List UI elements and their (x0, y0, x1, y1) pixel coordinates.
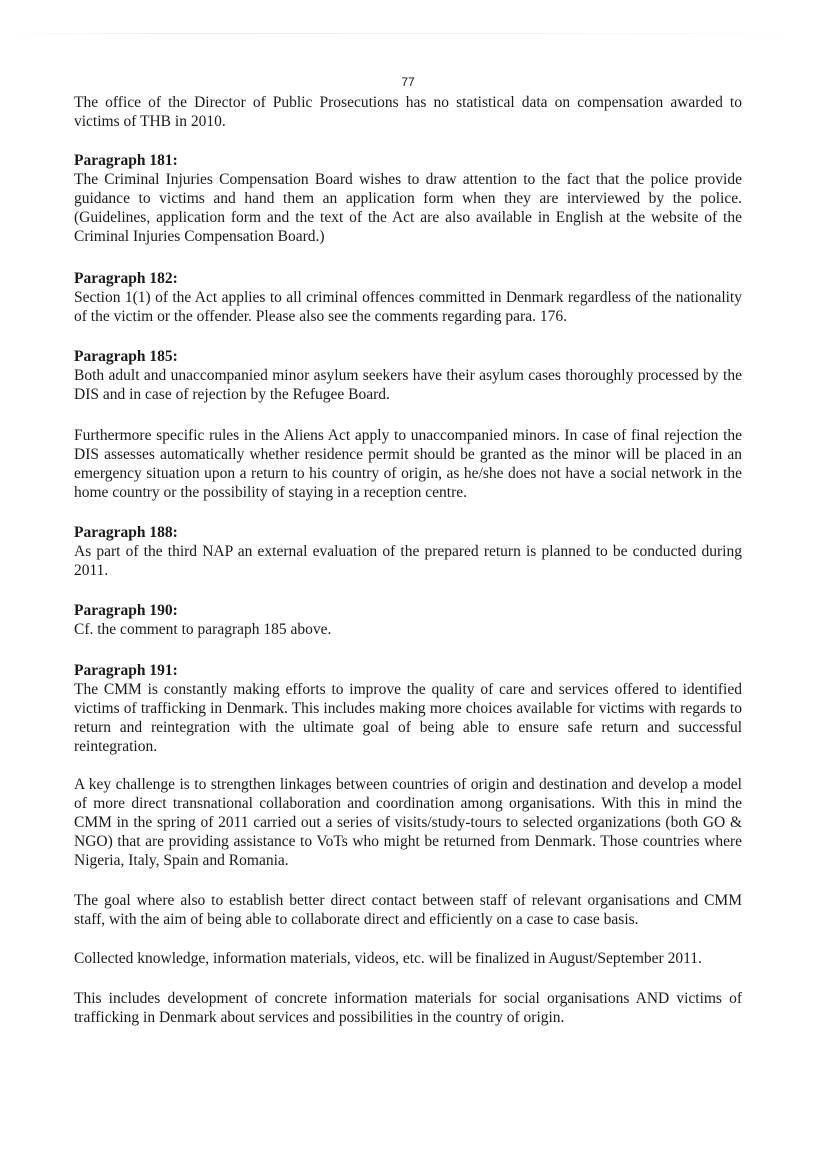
paragraph-text: The CMM is constantly making efforts to improve the quality of care and services offered to identified victims of trafficking in Denmark. This includes making more choices available for victims with regards to return and reintegration with the ultimate goal of being able to ensure safe return and successful reintegration. (74, 681, 742, 755)
paragraph-text: Section 1(1) of the Act applies to all criminal offences committed in Denmark regardless of the nationality of the victim or the offender. Please also see the comments regarding para. 176. (74, 289, 742, 325)
paragraph-heading: Paragraph 182: (74, 270, 178, 287)
paragraph-block-188 (74, 523, 742, 580)
paragraph-block-190 (74, 601, 742, 639)
paragraph-text: Both adult and unaccompanied minor asylum seekers have their asylum cases thoroughly processed by the DIS and in case of rejection by the Refugee Board. (74, 367, 742, 403)
paragraph-heading: Paragraph 190: (74, 602, 178, 619)
paragraph-heading: Paragraph 191: (74, 662, 178, 679)
paragraph-block-185 (74, 347, 742, 404)
paragraph-text: Collected knowledge, information materials, videos, etc. will be finalized in August/September 2011. (74, 950, 702, 967)
paragraph-block-182 (74, 269, 742, 326)
paragraph-block (74, 93, 742, 131)
paragraph-block (74, 891, 742, 929)
paragraph-block-191 (74, 661, 742, 756)
paragraph-text: Cf. the comment to paragraph 185 above. (74, 621, 332, 638)
paragraph-text: A key challenge is to strengthen linkages between countries of origin and destination and develop a model of more direct transnational collaboration and coordination among organisations. With this in mind the CMM in the spring of 2011 carried out a series of visits/study-tours to selected organizations (both GO & NGO) that are providing assistance to VoTs who might be returned from Denmark. Those countries where Nigeria, Italy, Spain and Romania. (74, 776, 742, 869)
paragraph-block (74, 949, 742, 968)
paragraph-block (74, 775, 742, 870)
paragraph-heading: Paragraph 188: (74, 524, 178, 541)
paragraph-block (74, 989, 742, 1027)
paragraph-heading: Paragraph 181: (74, 152, 178, 169)
paragraph-heading: Paragraph 185: (74, 348, 178, 365)
paragraph-text: The goal where also to establish better direct contact between staff of relevant organisations and CMM staff, with the aim of being able to collaborate direct and efficiently on a case to case basis. (74, 892, 742, 928)
paragraph-block (74, 426, 742, 502)
scan-artifact (0, 33, 826, 34)
paragraph-block-181 (74, 151, 742, 246)
paragraph-text: The Criminal Injuries Compensation Board wishes to draw attention to the fact that the police provide guidance to victims and hand them an application form when they are interviewed by the police. (Guidelines, application form and the text of the Act are also available in English at the website of the Criminal Injuries Compensation Board.) (74, 171, 742, 245)
paragraph-text: This includes development of concrete information materials for social organisations AND victims of trafficking in Denmark about services and possibilities in the country of origin. (74, 990, 742, 1026)
paragraph-text: Furthermore specific rules in the Aliens Act apply to unaccompanied minors. In case of final rejection the DIS assesses automatically whether residence permit should be granted as the minor will be placed in an emergency situation upon a return to his country of origin, as he/she does not have a social network in the home country or the possibility of staying in a reception centre. (74, 427, 742, 501)
paragraph-text: As part of the third NAP an external evaluation of the prepared return is planned to be conducted during 2011. (74, 543, 742, 579)
paragraph-text: The office of the Director of Public Prosecutions has no statistical data on compensation awarded to victims of THB in 2010. (74, 94, 742, 130)
page-number: 77 (401, 75, 415, 89)
